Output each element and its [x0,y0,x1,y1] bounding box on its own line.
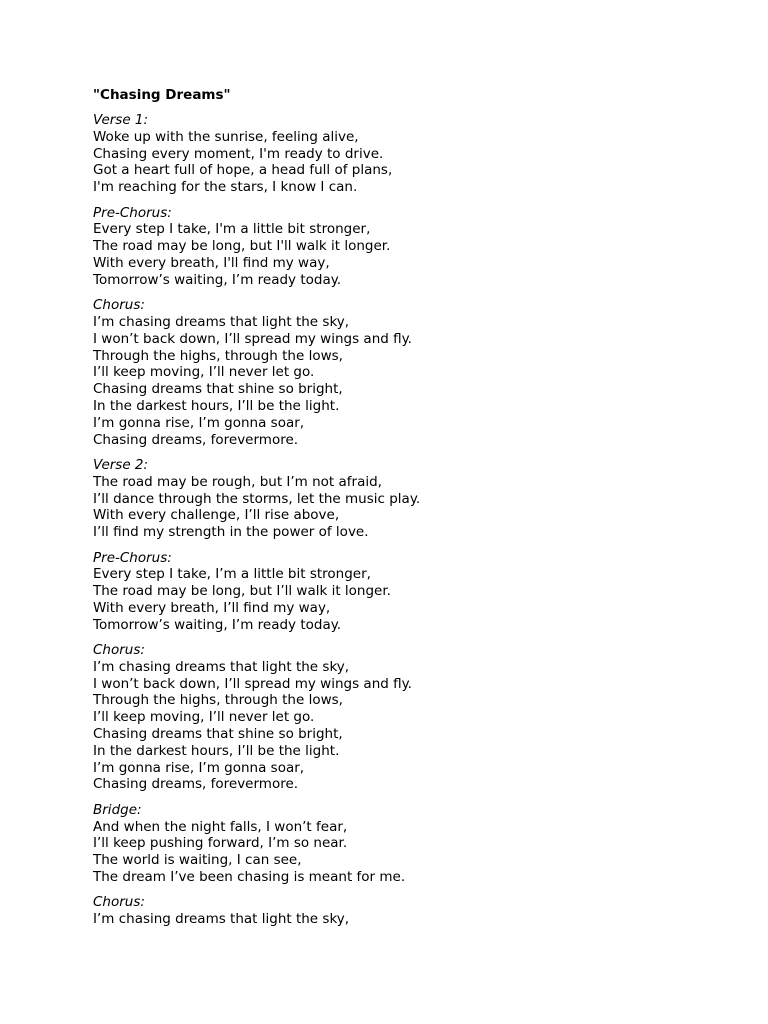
section-heading: Chorus: [93,297,145,314]
lyric-line: I’ll keep pushing forward, I’m so near. [93,835,348,852]
lyric-line: In the darkest hours, I’ll be the light. [93,397,340,414]
lyric-line: The world is waiting, I can see, [93,852,302,869]
lyric-line: The road may be long, but I'll walk it longer. [93,238,391,255]
lyric-line: Through the highs, through the lows, [93,692,343,709]
lyric-line: I’ll keep moving, I’ll never let go. [93,709,315,726]
lyric-line: I’m chasing dreams that light the sky, [93,313,350,330]
lyric-line: Chasing dreams that shine so bright, [93,381,343,398]
section-heading: Verse 2: [93,456,149,473]
lyric-line: The dream I’ve been chasing is meant for me. [93,869,406,886]
lyrics-section [93,205,733,289]
lyric-line: I’m gonna rise, I’m gonna soar, [93,759,305,776]
lyric-line: The road may be long, but I’ll walk it longer. [93,583,391,600]
lyric-line: With every breath, I'll find my way, [93,254,330,271]
section-heading: Pre-Chorus: [93,204,172,221]
lyric-line: Woke up with the sunrise, feeling alive, [93,128,359,145]
lyric-line: Tomorrow’s waiting, I’m ready today. [93,271,342,288]
lyric-line: Through the highs, through the lows, [93,347,343,364]
lyric-line: Chasing every moment, I'm ready to drive. [93,145,384,162]
lyric-line: Chasing dreams, forevermore. [93,776,299,793]
lyrics-section [93,642,733,793]
lyrics-page [93,86,733,937]
lyrics-body [93,112,733,928]
section-heading: Verse 1: [93,112,149,128]
lyric-line: With every challenge, I’ll rise above, [93,507,340,524]
lyrics-section [93,802,733,886]
lyric-line: I’m chasing dreams that light the sky, [93,658,350,675]
lyric-line: Got a heart full of hope, a head full of plans, [93,162,393,179]
lyric-line: In the darkest hours, I’ll be the light. [93,742,340,759]
lyric-line: With every breath, I’ll find my way, [93,599,331,616]
lyric-line: I’m gonna rise, I’m gonna soar, [93,414,305,431]
lyrics-section [93,550,733,634]
section-heading: Pre-Chorus: [93,549,172,566]
lyric-line: I won’t back down, I’ll spread my wings and fly. [93,675,412,692]
lyric-line: The road may be rough, but I’m not afraid, [93,473,382,490]
lyric-line: I’ll dance through the storms, let the music play. [93,490,421,507]
lyric-line: And when the night falls, I won’t fear, [93,818,348,835]
song-title: "Chasing Dreams" [93,87,231,103]
lyric-line: I'm reaching for the stars, I know I can. [93,179,358,196]
lyric-line: I’ll keep moving, I’ll never let go. [93,364,315,381]
lyric-line: I won’t back down, I’ll spread my wings and fly. [93,330,412,347]
lyric-line: Tomorrow’s waiting, I’m ready today. [93,616,342,633]
lyric-line: I’ll find my strength in the power of love. [93,524,369,541]
section-heading: Chorus: [93,894,145,911]
lyric-line: Every step I take, I'm a little bit stronger, [93,221,371,238]
lyrics-section [93,894,733,928]
lyrics-section [93,112,733,196]
lyric-line: Chasing dreams, forevermore. [93,431,299,448]
lyric-line: Every step I take, I’m a little bit stronger, [93,566,371,583]
lyrics-section [93,457,733,541]
lyric-line: I’m chasing dreams that light the sky, [93,911,350,928]
lyrics-section [93,297,733,448]
lyric-line: Chasing dreams that shine so bright, [93,726,343,743]
section-heading: Chorus: [93,642,145,659]
section-heading: Bridge: [93,801,142,818]
